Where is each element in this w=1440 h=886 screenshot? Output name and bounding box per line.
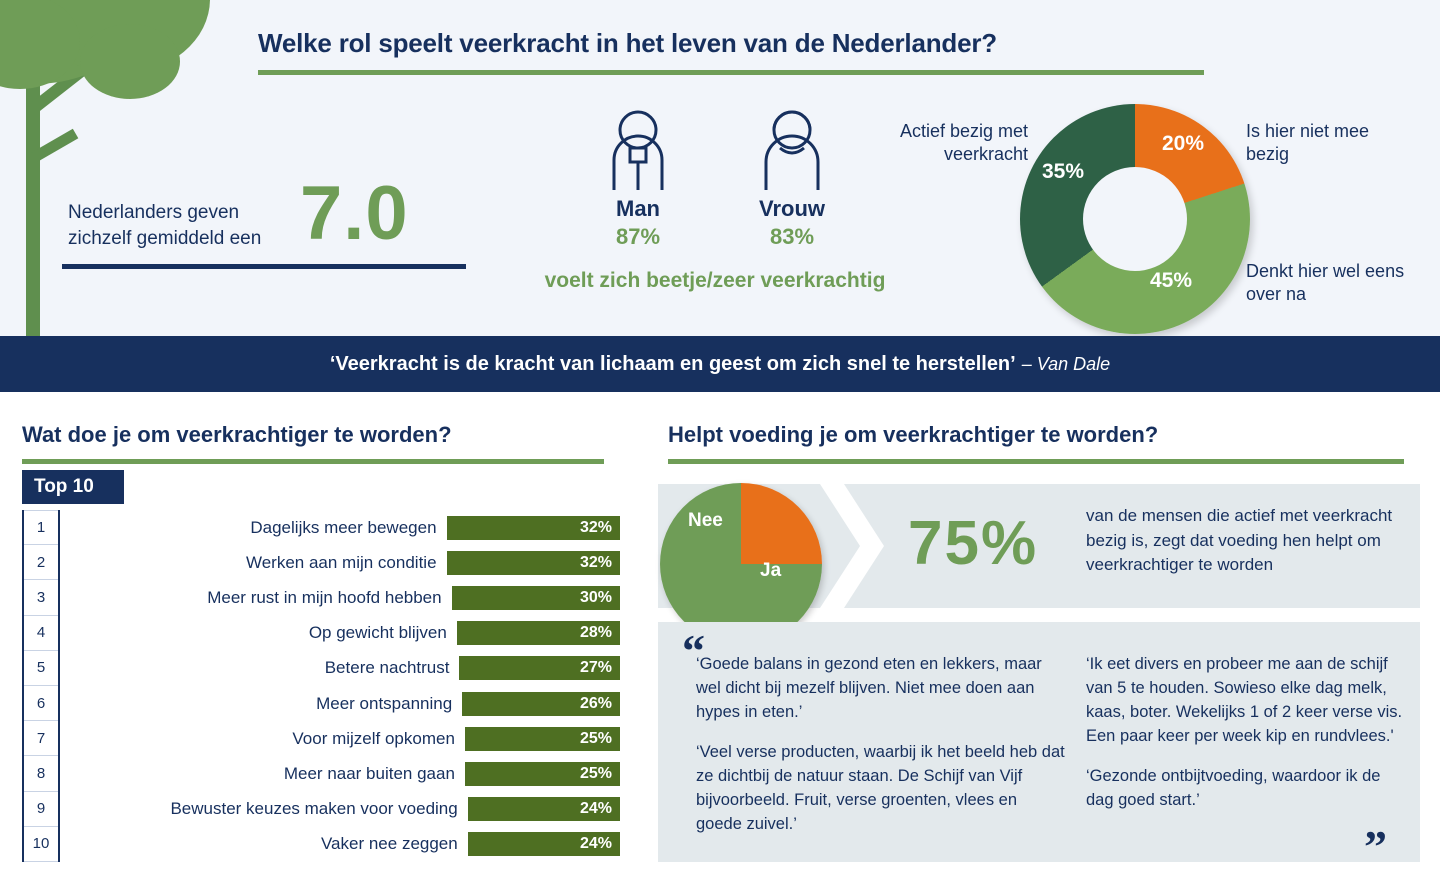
nutrition-big-percentage: 75% bbox=[908, 509, 1039, 578]
top-section bbox=[0, 0, 1440, 336]
rank-cell: 2 bbox=[24, 545, 58, 580]
bar-row bbox=[100, 721, 620, 756]
gender-caption: voelt zich beetje/zeer veerkrachtig bbox=[544, 269, 886, 292]
right-panel-underline bbox=[668, 459, 1404, 464]
title-underline bbox=[258, 70, 1204, 75]
gender-label: Man bbox=[616, 196, 660, 221]
rank-cell: 8 bbox=[24, 756, 58, 791]
bar-row bbox=[100, 580, 620, 615]
bar-row bbox=[100, 510, 620, 545]
rank-cell: 7 bbox=[24, 721, 58, 756]
bar-label: Meer rust in mijn hoofd hebben bbox=[207, 587, 442, 607]
pie-label-nee: Nee bbox=[688, 510, 723, 531]
rank-cell: 6 bbox=[24, 686, 58, 721]
bar-label: Werken aan mijn conditie bbox=[245, 552, 437, 572]
pie-circle bbox=[660, 483, 822, 645]
rating-label: Nederlanders geven zichzelf gemiddeld een bbox=[68, 202, 262, 249]
nutrition-pie-chart bbox=[660, 484, 826, 608]
rank-cell: 10 bbox=[24, 827, 58, 862]
rating-underline bbox=[62, 264, 466, 269]
quote-text: ‘Goede balans in gezond eten en lekkers, maar wel dicht bij mezelf blijven. Niet mee doen aan hypes in eten.’ bbox=[696, 655, 1042, 722]
donut-legend-thinksabout: Denkt hier wel eens over na bbox=[1246, 261, 1405, 305]
left-panel-underline bbox=[22, 459, 604, 464]
quotes-column-left bbox=[696, 652, 1066, 837]
rank-cell: 4 bbox=[24, 616, 58, 651]
male-figure-icon bbox=[583, 108, 693, 190]
bar: 24% bbox=[468, 832, 620, 856]
bar: 24% bbox=[468, 797, 620, 821]
donut-legend-active: Actief bezig met veerkracht bbox=[899, 121, 1028, 165]
bar-label: Voor mijzelf opkomen bbox=[292, 728, 455, 748]
banner-quote-text: ‘Veerkracht is de kracht van lichaam en geest om zich snel te herstellen’ bbox=[329, 352, 1016, 375]
bar: 30% bbox=[452, 586, 620, 610]
bar-row bbox=[100, 545, 620, 580]
bar: 25% bbox=[465, 727, 620, 751]
nutrition-big-percentage-text: van de mensen die actief met veerkracht bezig is, zegt dat voeding hen helpt om veerkrachtiger te worden bbox=[1086, 506, 1393, 575]
bar: 32% bbox=[447, 516, 620, 540]
rank-cell: 3 bbox=[24, 580, 58, 615]
bar-row bbox=[100, 651, 620, 686]
top10-bar-chart bbox=[100, 510, 620, 862]
pie-label-ja: Ja bbox=[760, 560, 782, 581]
donut-slice-label: 35% bbox=[1042, 160, 1085, 183]
bar: 32% bbox=[447, 551, 620, 575]
bar-row bbox=[100, 686, 620, 721]
rank-cell: 1 bbox=[24, 510, 58, 545]
bar: 28% bbox=[457, 621, 620, 645]
donut-hole bbox=[1083, 167, 1187, 271]
right-panel-title: Helpt voeding je om veerkrachtiger te worden? bbox=[668, 422, 1159, 447]
quote-text: ‘Veel verse producten, waarbij ik het beeld heb dat ze dichtbij de natuur staan. De Schijf van Vijf bijvoorbeeld. Fruit, verse groenten, vlees en goede zuivel.’ bbox=[696, 743, 1065, 834]
bar-label: Meer naar buiten gaan bbox=[283, 763, 455, 783]
female-figure-icon bbox=[737, 108, 847, 190]
bar-label: Dagelijks meer bewegen bbox=[250, 517, 437, 537]
bar-row bbox=[100, 827, 620, 862]
bar-label: Vaker nee zeggen bbox=[320, 834, 458, 854]
bar-row bbox=[100, 792, 620, 827]
bar-label: Meer ontspanning bbox=[316, 693, 453, 713]
gender-stats bbox=[565, 108, 865, 250]
donut-slice-label: 45% bbox=[1150, 269, 1193, 292]
rating-value: 7.0 bbox=[300, 171, 409, 256]
quote-open-icon: “ bbox=[682, 625, 705, 676]
bar-label: Betere nachtrust bbox=[324, 658, 450, 678]
tree-illustration bbox=[0, 0, 240, 336]
quotes-column-right bbox=[1086, 652, 1406, 812]
gender-column-man bbox=[583, 108, 693, 250]
bar: 25% bbox=[465, 762, 620, 786]
left-panel-title: Wat doe je om veerkrachtiger te worden? bbox=[22, 422, 452, 447]
gender-percentage: 83% bbox=[769, 224, 815, 249]
rank-cell: 9 bbox=[24, 792, 58, 827]
bar-label: Bewuster keuzes maken voor voeding bbox=[170, 799, 458, 819]
rank-column bbox=[22, 510, 60, 862]
donut-chart bbox=[1020, 104, 1256, 336]
tree-foliage bbox=[80, 24, 180, 99]
donut-legend-notbusy: Is hier niet mee bezig bbox=[1246, 121, 1370, 165]
donut-slice-label: 20% bbox=[1162, 132, 1205, 155]
bar: 26% bbox=[462, 692, 620, 716]
bar-row bbox=[100, 616, 620, 651]
page-title: Welke rol speelt veerkracht in het leven van de Nederlander? bbox=[258, 28, 997, 58]
bar: 27% bbox=[459, 656, 620, 680]
bar-row bbox=[100, 756, 620, 791]
gender-column-vrouw bbox=[737, 108, 847, 250]
banner-quote-source: – Van Dale bbox=[1021, 353, 1111, 374]
top10-badge: Top 10 bbox=[22, 470, 124, 504]
gender-label: Vrouw bbox=[758, 196, 825, 221]
rank-cell: 5 bbox=[24, 651, 58, 686]
gender-percentage: 87% bbox=[615, 224, 661, 249]
chevron-arrow-icon bbox=[820, 484, 900, 608]
quote-close-icon: ” bbox=[1364, 821, 1387, 872]
quote-banner bbox=[0, 336, 1440, 392]
quote-text: ‘Gezonde ontbijtvoeding, waardoor ik de dag goed start.’ bbox=[1086, 767, 1381, 810]
quote-text: ‘Ik eet divers en probeer me aan de schijf van 5 te houden. Sowieso elke dag melk, kaas, boter. Wekelijks 1 of 2 keer verse vis. Een paar keer per week kip en rundvlees.' bbox=[1086, 655, 1403, 746]
bar-label: Op gewicht blijven bbox=[308, 623, 447, 643]
